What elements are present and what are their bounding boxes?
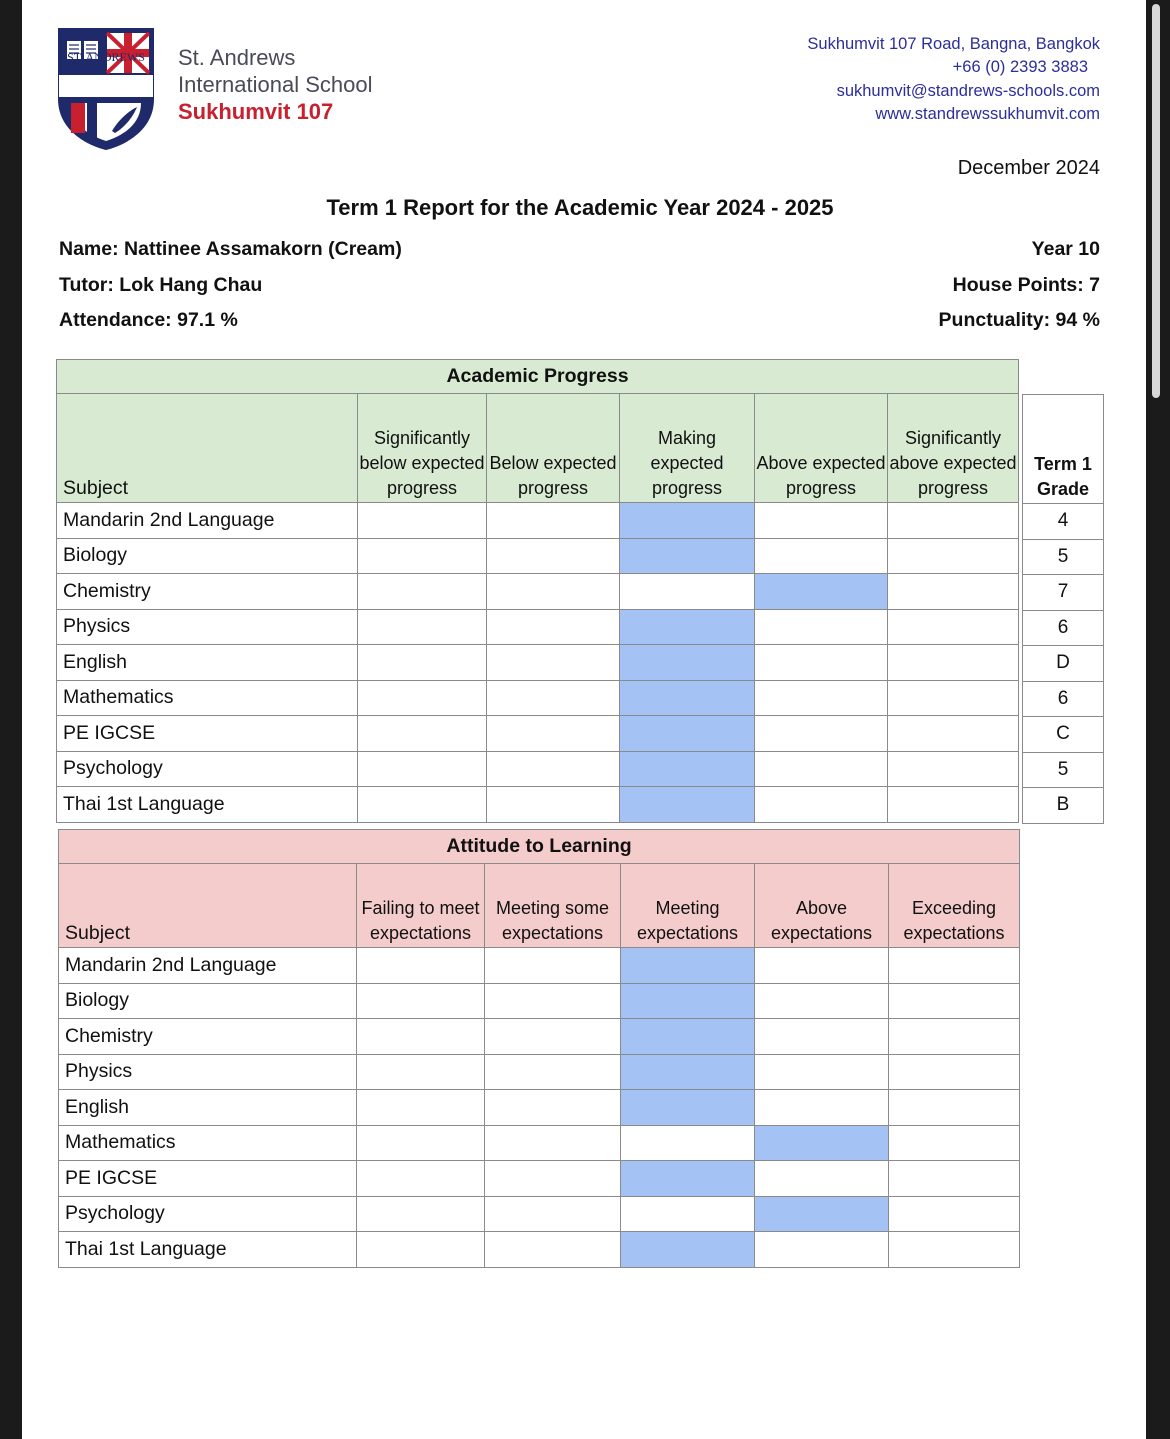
attitude-rating-cell [755,948,889,984]
attitude-rating-cell [889,1232,1020,1268]
attitude-rating-cell [357,1161,485,1197]
academic-rating-cell [888,751,1019,787]
attitude-subject-cell: Biology [59,983,357,1019]
attitude-rating-cell [621,1196,755,1232]
academic-rating-cell [487,538,620,574]
academic-rating-cell [755,645,888,681]
attitude-subject-cell: Mathematics [59,1125,357,1161]
table-row [57,680,1019,716]
academic-rating-cell [888,645,1019,681]
academic-rating-cell [888,574,1019,610]
academic-subject-cell: Biology [57,538,358,574]
school-name [178,44,372,125]
attitude-subject-cell: Mandarin 2nd Language [59,948,357,984]
table-row [1023,504,1104,540]
attitude-rating-cell [485,1161,621,1197]
contact-block [680,33,1100,126]
attitude-rating-cell [889,1125,1020,1161]
academic-rating-cell [358,645,487,681]
attitude-rating-cell [357,1125,485,1161]
academic-rating-cell [487,680,620,716]
student-name: Name: Nattinee Assamakorn (Cream) [59,238,402,260]
contact-email[interactable]: sukhumvit@standrews-schools.com [836,81,1100,100]
attitude-col-header: Exceeding expectations [889,864,1020,948]
grade-header: Term 1 Grade [1023,395,1104,504]
academic-subject-cell: Mandarin 2nd Language [57,503,358,539]
contact-phone: +66 (0) 2393 3883 [952,58,1088,77]
attitude-rating-cell [755,1054,889,1090]
attitude-subject-cell: Thai 1st Language [59,1232,357,1268]
academic-rating-cell [755,538,888,574]
attitude-rating-cell [357,1090,485,1126]
academic-rating-cell [358,574,487,610]
attitude-subject-header: Subject [59,864,357,948]
academic-col-header: Making expected progress [620,394,755,503]
academic-rating-cell-selected [755,574,888,610]
academic-rating-cell [755,716,888,752]
attitude-col-header: Failing to meet expectations [357,864,485,948]
table-row [57,609,1019,645]
attitude-rating-cell [485,948,621,984]
attitude-rating-cell [889,948,1020,984]
attitude-rating-cell [357,983,485,1019]
table-row [59,983,1020,1019]
attendance: Attendance: 97.1 % [59,309,238,331]
attitude-rating-cell [357,1054,485,1090]
table-row [59,948,1020,984]
table-row [1023,752,1104,788]
attitude-rating-cell-selected [621,1090,755,1126]
school-name-line2: International School [178,72,373,97]
grade-cell: C [1023,717,1104,753]
student-year: Year 10 [1031,238,1100,260]
attitude-rating-cell-selected [621,1161,755,1197]
contact-address: Sukhumvit 107 Road, Bangna, Bangkok [807,35,1100,53]
attitude-rating-cell [485,1054,621,1090]
academic-rating-cell [487,574,620,610]
attitude-subject-cell: Psychology [59,1196,357,1232]
attitude-rating-cell [621,1125,755,1161]
attitude-to-learning-table [58,829,1020,1268]
attitude-col-header: Meeting some expectations [485,864,621,948]
academic-rating-cell [358,680,487,716]
academic-rating-cell-selected [620,645,755,681]
academic-rating-cell-selected [620,787,755,823]
academic-rating-cell [888,503,1019,539]
table-row [57,538,1019,574]
academic-subject-cell: PE IGCSE [57,716,358,752]
academic-rating-cell-selected [620,609,755,645]
table-row [1023,646,1104,682]
academic-subject-cell: English [57,645,358,681]
academic-rating-cell [487,751,620,787]
academic-subject-header: Subject [57,394,358,503]
academic-subject-cell: Thai 1st Language [57,787,358,823]
academic-rating-cell [358,609,487,645]
attitude-rating-cell [485,1196,621,1232]
attitude-subject-cell: PE IGCSE [59,1161,357,1197]
academic-subject-cell: Psychology [57,751,358,787]
contact-website[interactable]: www.standrewssukhumvit.com [875,104,1100,123]
attitude-rating-cell [485,1090,621,1126]
attitude-rating-cell [889,983,1020,1019]
academic-rating-cell [487,609,620,645]
scrollbar-thumb[interactable] [1152,4,1160,398]
table-row [59,1090,1020,1126]
table-row [59,1019,1020,1055]
academic-rating-cell [487,645,620,681]
table-row [59,1232,1020,1268]
attitude-rating-cell-selected [755,1196,889,1232]
table-row [59,1196,1020,1232]
academic-col-header: Below expected progress [487,394,620,503]
academic-rating-cell-selected [620,716,755,752]
academic-rating-cell [358,716,487,752]
table-row [1023,539,1104,575]
grade-cell: 7 [1023,575,1104,611]
table-row [1023,717,1104,753]
table-row [59,1054,1020,1090]
academic-rating-cell [755,787,888,823]
academic-rating-cell [888,609,1019,645]
academic-rating-cell [487,787,620,823]
attitude-rating-cell [755,1232,889,1268]
academic-rating-cell [888,787,1019,823]
attitude-rating-cell-selected [621,1054,755,1090]
table-row [57,574,1019,610]
academic-rating-cell [620,574,755,610]
attitude-rating-cell-selected [621,948,755,984]
table-row [57,751,1019,787]
academic-rating-cell [358,787,487,823]
student-tutor: Tutor: Lok Hang Chau [59,274,263,296]
attitude-rating-cell [889,1090,1020,1126]
school-name-line3: Sukhumvit 107 [178,99,334,124]
school-name-line1: St. Andrews [178,45,296,70]
attitude-rating-cell [755,1019,889,1055]
academic-rating-cell [888,538,1019,574]
table-row [57,503,1019,539]
attitude-rating-cell [357,1196,485,1232]
academic-col-header: Significantly below expected progress [358,394,487,503]
grade-cell: 5 [1023,752,1104,788]
attitude-rating-cell [755,1090,889,1126]
academic-rating-cell [755,680,888,716]
school-crest-logo [57,27,155,151]
attitude-rating-cell-selected [621,1019,755,1055]
academic-rating-cell-selected [620,680,755,716]
academic-rating-cell [358,538,487,574]
academic-subject-cell: Chemistry [57,574,358,610]
attitude-subject-cell: Chemistry [59,1019,357,1055]
attitude-rating-cell-selected [621,983,755,1019]
term-grade-table [1022,394,1104,824]
table-row [59,1125,1020,1161]
table-row [1023,610,1104,646]
grade-rows [1023,504,1104,824]
attitude-subject-cell: Physics [59,1054,357,1090]
table-row [59,1161,1020,1197]
attitude-rating-cell [889,1054,1020,1090]
attitude-rating-cell [889,1196,1020,1232]
attitude-col-header: Above expectations [755,864,889,948]
table-row [1023,788,1104,824]
attitude-rating-cell-selected [755,1125,889,1161]
crest-text: ST. ANDREWS [67,50,145,64]
table-row [57,645,1019,681]
grade-cell: D [1023,646,1104,682]
house-points: House Points: 7 [952,274,1100,296]
academic-progress-title: Academic Progress [57,360,1019,394]
academic-rating-cell [755,503,888,539]
attitude-rating-cell [755,1161,889,1197]
attitude-rating-cell [357,948,485,984]
academic-progress-table [56,359,1019,823]
grade-cell: 4 [1023,504,1104,540]
academic-progress-rows [57,503,1019,823]
report-page [22,0,1146,1439]
attitude-rating-cell [485,1019,621,1055]
attitude-rating-cell [485,1125,621,1161]
academic-rating-cell [755,751,888,787]
academic-col-header: Significantly above expected progress [888,394,1019,503]
attitude-col-header: Meeting expectations [621,864,755,948]
academic-rating-cell [487,716,620,752]
academic-rating-cell [888,680,1019,716]
academic-subject-cell: Mathematics [57,680,358,716]
academic-rating-cell [487,503,620,539]
academic-rating-cell [358,751,487,787]
attitude-rating-cell [755,983,889,1019]
report-date: December 2024 [957,157,1100,179]
attitude-rating-cell [357,1232,485,1268]
grade-cell: B [1023,788,1104,824]
attitude-rating-cell [357,1019,485,1055]
table-row [57,787,1019,823]
attitude-title: Attitude to Learning [59,830,1020,864]
grade-cell: 6 [1023,681,1104,717]
attitude-rating-cell-selected [621,1232,755,1268]
academic-rating-cell-selected [620,538,755,574]
attitude-rating-cell [485,983,621,1019]
attitude-rating-cell [889,1019,1020,1055]
academic-col-header: Above expected progress [755,394,888,503]
table-row [1023,575,1104,611]
academic-rating-cell [755,609,888,645]
table-row [1023,681,1104,717]
academic-rating-cell-selected [620,751,755,787]
report-title: Term 1 Report for the Academic Year 2024 - 2025 [326,195,834,220]
table-row [57,716,1019,752]
academic-subject-cell: Physics [57,609,358,645]
academic-rating-cell [888,716,1019,752]
attitude-rating-cell [889,1161,1020,1197]
grade-cell: 6 [1023,610,1104,646]
academic-rating-cell-selected [620,503,755,539]
academic-rating-cell [358,503,487,539]
punctuality: Punctuality: 94 % [938,309,1100,331]
attitude-rows [59,948,1020,1268]
grade-cell: 5 [1023,539,1104,575]
attitude-subject-cell: English [59,1090,357,1126]
attitude-rating-cell [485,1232,621,1268]
